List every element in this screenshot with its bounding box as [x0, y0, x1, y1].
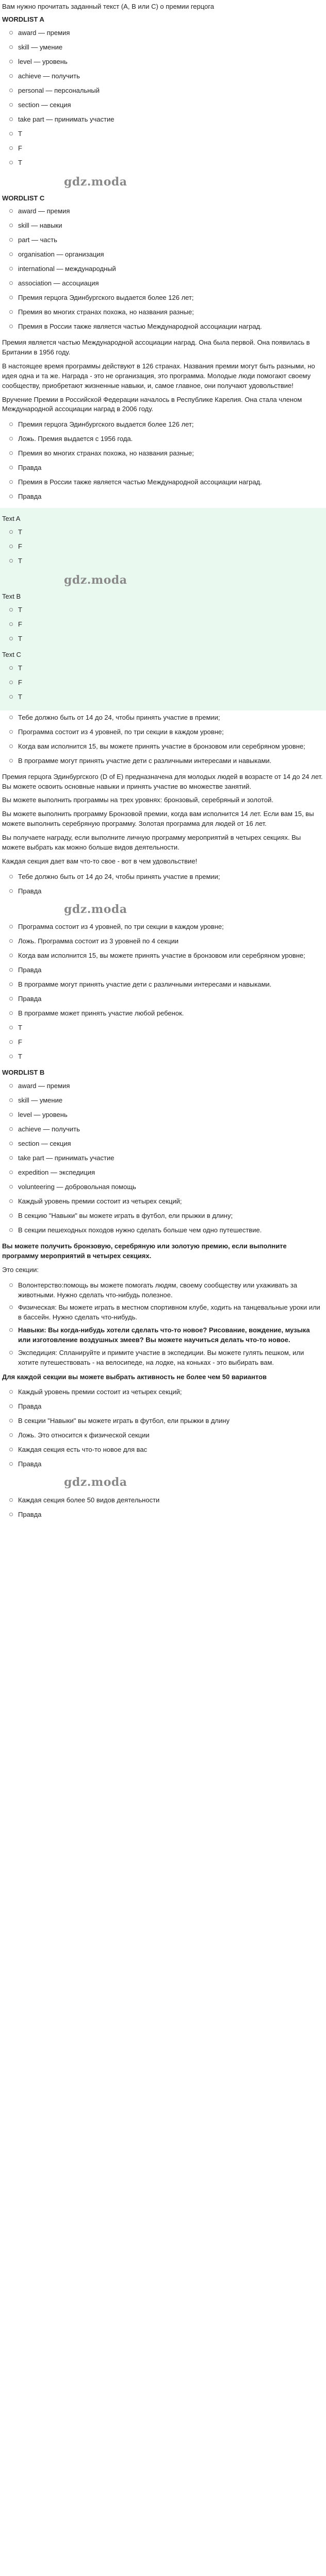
watermark: gdz.moda — [64, 902, 127, 916]
paragraph: Каждая секция дает вам что-то свое - вот в чем удовольствие! — [2, 857, 198, 865]
paragraph: Вы можете выполнить программу Бронзовой премии, когда вам исполнится 14 лет. Если вам 15, вы можете выполнить серебряную программу. Золотая программа для людей от 16 лет. — [2, 810, 314, 828]
list-item: international — международный — [2, 263, 324, 277]
paragraph: Это секции: — [2, 1265, 39, 1274]
answers-a — [2, 871, 324, 1065]
bullet-icon — [9, 437, 13, 440]
bullet-icon — [9, 559, 13, 563]
bullet-icon — [9, 132, 13, 135]
bullet-icon — [9, 325, 13, 328]
list-item: level — уровень — [2, 1109, 324, 1123]
bullet-icon — [9, 716, 13, 719]
bullet-icon — [9, 954, 13, 957]
list-item: volunteering — добровольная помощь — [2, 1181, 324, 1195]
list-item: В секции "Навыки" вы можете играть в футбол, ели прыжки в длину — [2, 1415, 324, 1429]
list-item: Ложь. Это относится к физической секции — [2, 1429, 324, 1444]
wordlist-a-title: WORDLIST A — [2, 15, 44, 23]
bullet-icon — [9, 1328, 13, 1332]
list-item: Ложь. Премия выдается с 1956 года. — [2, 433, 324, 447]
list-item: Каждый уровень премии состоит из четырех секций; — [2, 1386, 324, 1400]
list-item: Экспедиция: Спланируйте и примите участие в экспедиции. Вы можете гулять пешком, или хотите путешествовать - на велосипеде, на лодке, на коньках - это выбирать вам. — [2, 1347, 324, 1369]
bullet-icon — [9, 730, 13, 734]
list-item: F — [2, 618, 324, 633]
intro-text: Вам нужно прочитать заданный текст (A, B или C) о премии герцога — [2, 3, 214, 10]
list-item: T — [2, 1050, 324, 1065]
list-item: T — [2, 662, 324, 676]
list-item: T — [2, 691, 324, 705]
list-item: Тебе должно быть от 14 до 24, чтобы принять участие в премии; — [2, 711, 324, 726]
bullet-icon — [9, 695, 13, 699]
list-item: organisation — организация — [2, 248, 324, 263]
list-item: personal — персональный — [2, 84, 324, 99]
bullet-icon — [9, 925, 13, 928]
list-item: part — часть — [2, 234, 324, 248]
bullet-icon — [9, 1185, 13, 1189]
text-a-title: Text A — [2, 515, 21, 523]
list-item: В секции пешеходных походов нужно сделать больше чем одно путешествие. — [2, 1224, 324, 1239]
list-item: take part — принимать участие — [2, 113, 324, 128]
bullet-icon — [9, 1084, 13, 1088]
bullet-icon — [9, 545, 13, 548]
watermark: gdz.moda — [64, 573, 127, 587]
list-item: T — [2, 555, 324, 569]
bullet-icon — [9, 1351, 13, 1354]
bullet-icon — [9, 1462, 13, 1466]
list-item: В секцию "Навыки" вы можете играть в футбол, ели прыжки в длину; — [2, 1210, 324, 1224]
bullet-icon — [9, 252, 13, 256]
bullet-icon — [9, 422, 13, 426]
bullet-icon — [9, 296, 13, 299]
bullet-icon — [9, 1098, 13, 1102]
bullet-icon — [9, 1156, 13, 1160]
list-item: Каждый уровень премии состоит из четырех секций; — [2, 1195, 324, 1210]
list-item: F — [2, 1036, 324, 1050]
list-item: level — уровень — [2, 56, 324, 70]
bullet-icon — [9, 982, 13, 986]
list-item: Ложь. Программа состоит из 3 уровней по 4 секции — [2, 935, 324, 950]
list-item: F — [2, 676, 324, 691]
list-item: В программе может принять участие любой ребенок. — [2, 1007, 324, 1022]
bullet-icon — [9, 74, 13, 78]
list-item: Премия во многих странах похожа, но названия разные; — [2, 447, 324, 462]
bullet-icon — [9, 1448, 13, 1451]
wordlist-b-title: WORDLIST B — [2, 1069, 45, 1077]
bullet-icon — [9, 31, 13, 35]
list-item: Премия герцога Эдинбургского выдается более 126 лет; — [2, 292, 324, 306]
bullet-icon — [9, 161, 13, 164]
list-item: F — [2, 540, 324, 555]
paragraph: Премия герцога Эдинбургского (D of E) предназначена для молодых людей в возрасте от 14 до 24 лет. Вы можете освоить основные навыки и принять участие во множестве занятий. — [2, 772, 323, 790]
bullet-icon — [9, 1404, 13, 1408]
bullet-icon — [9, 1055, 13, 1058]
bullet-icon — [9, 1214, 13, 1217]
paragraph: Вы можете выполнить программы на трех уровнях: бронзовый, серебряный и золотой. — [2, 796, 273, 804]
bullet-icon — [9, 209, 13, 213]
list-item: В программе могут принять участие дети с различными интересами и навыками. — [2, 755, 324, 769]
list-item: Правда — [2, 964, 324, 978]
wordlist-b — [2, 1080, 324, 1239]
list-item: section — секция — [2, 99, 324, 113]
list-item: Правда — [2, 490, 324, 505]
bullet-icon — [9, 997, 13, 1001]
bullet-icon — [9, 637, 13, 640]
bullet-icon — [9, 968, 13, 972]
bullet-icon — [9, 1199, 13, 1203]
list-item: Когда вам исполнится 15, вы можете принять участие в бронзовом или серебряном уровне; — [2, 950, 324, 964]
list-item: Правда — [2, 1458, 324, 1472]
bullet-icon — [9, 1433, 13, 1437]
bullet-icon — [9, 103, 13, 107]
watermark: gdz.moda — [64, 175, 127, 189]
list-item: achieve — получить — [2, 1123, 324, 1138]
list-item: Когда вам исполнится 15, вы можете принять участие в бронзовом или серебряном уровне; — [2, 740, 324, 755]
list-item: association — ассоциация — [2, 277, 324, 292]
list-item: Программа состоит из 4 уровней, по три секции в каждом уровне; — [2, 726, 324, 740]
list-item: T — [2, 1022, 324, 1036]
bullet-icon — [9, 45, 13, 49]
bullet-icon — [9, 530, 13, 534]
list-item: section — секция — [2, 1138, 324, 1152]
bullet-icon — [9, 495, 13, 498]
bullet-icon — [9, 1171, 13, 1174]
bullet-icon — [9, 744, 13, 748]
watermark: gdz.moda — [64, 1476, 127, 1489]
answers-c — [2, 418, 324, 505]
paragraph: Вы получаете награду, если выполните личную программу мероприятий в четырех секциях. Вы можете выбрать как можно больше видов деятельности. — [2, 833, 301, 851]
bullet-icon — [9, 1419, 13, 1422]
list-item: T — [2, 128, 324, 142]
list-item: Каждая секция есть что-то новое для вас — [2, 1444, 324, 1458]
list-item: Правда — [2, 1509, 324, 1523]
list-item: Правда — [2, 1400, 324, 1415]
paragraph: В настоящее время программы действуют в 126 странах. Названия премии могут быть разными, но идея одна и та же. Награда - это не организация, это программа. Молодые люди помогают своему сообществу, приобретают жизненные навыки, и, самое главное, они получают удовольствие! — [2, 362, 315, 389]
list-item: award — премия — [2, 205, 324, 219]
bullet-icon — [9, 1306, 13, 1309]
list-item: expedition — экспедиция — [2, 1166, 324, 1181]
list-item: skill — навыки — [2, 219, 324, 234]
list-item: Премия в России также является частью Международной ассоциации наград. — [2, 320, 324, 335]
text-answers-section — [0, 508, 326, 710]
list-item: T — [2, 633, 324, 647]
text-b-title: Text B — [2, 592, 21, 601]
bullet-icon — [9, 117, 13, 121]
wordlist-c — [2, 205, 324, 335]
bullet-icon — [9, 1011, 13, 1015]
wordlist-c-title: WORDLIST C — [2, 194, 45, 202]
list-item: Каждая секция более 50 видов деятельности — [2, 1494, 324, 1509]
list-item: achieve — получить — [2, 70, 324, 84]
bullet-icon — [9, 1142, 13, 1145]
bullet-icon — [9, 310, 13, 314]
bullet-icon — [9, 89, 13, 92]
paragraph: Для каждой секции вы можете выбрать активность не более чем 50 вариантов — [2, 1372, 267, 1381]
bullet-icon — [9, 875, 13, 878]
list-item: award — премия — [2, 1080, 324, 1094]
list-item: Волонтерство:помощь вы можете помогать людям, своему сообществу или ухаживать за животными. Нужно сделать что-нибудь полезное. — [2, 1279, 324, 1302]
sections-b — [2, 1279, 324, 1369]
bullet-icon — [9, 238, 13, 242]
bullet-icon — [9, 1283, 13, 1287]
text-c-list — [2, 662, 324, 705]
bullet-icon — [9, 1498, 13, 1502]
bullet-icon — [9, 1040, 13, 1044]
list-item: T — [2, 526, 324, 540]
bullet-icon — [9, 1026, 13, 1029]
bullet-icon — [9, 759, 13, 762]
bullet-icon — [9, 1113, 13, 1116]
list-item: T — [2, 157, 324, 171]
bullet-icon — [9, 939, 13, 943]
bullet-icon — [9, 889, 13, 893]
list-item: Премия в России также является частью Международной ассоциации наград. — [2, 476, 324, 490]
paragraph: Премия является частью Международной ассоциации наград. Она была первой. Она появилась в Британии в 1956 году. — [2, 338, 310, 357]
list-item: T — [2, 604, 324, 618]
wordlist-a — [2, 27, 324, 171]
list-item: Тебе должно быть от 14 до 24, чтобы принять участие в премии; — [2, 871, 324, 885]
bullet-icon — [9, 60, 13, 63]
bullet-icon — [9, 146, 13, 150]
bullet-icon — [9, 267, 13, 270]
list-item: Премия во многих странах похожа, но названия разные; — [2, 306, 324, 320]
list-item: Правда — [2, 993, 324, 1007]
text-a-list — [2, 526, 324, 569]
bullet-icon — [9, 1513, 13, 1516]
bullet-icon — [9, 281, 13, 285]
list-item: skill — умение — [2, 1094, 324, 1109]
text-c-title: Text C — [2, 650, 21, 658]
list-item: skill — умение — [2, 41, 324, 56]
bullet-icon — [9, 608, 13, 612]
list-item: F — [2, 142, 324, 157]
bullet-icon — [9, 1390, 13, 1394]
bullet-icon — [9, 224, 13, 227]
list-item: Программа состоит из 4 уровней, по три секции в каждом уровне; — [2, 921, 324, 935]
list-item: award — премия — [2, 27, 324, 41]
bullet-icon — [9, 666, 13, 670]
conditions-list — [2, 711, 324, 769]
paragraph: Вручение Премии в Российской Федерации началось в Республике Карелия. Она стала членом Международной ассоциации наград в 2006 году. — [2, 395, 302, 413]
bullet-icon — [9, 451, 13, 455]
bullet-icon — [9, 622, 13, 626]
list-item: Премия герцога Эдинбургского выдается более 126 лет; — [2, 418, 324, 433]
list-item: Навыки: Вы когда-нибудь хотели сделать что-то новое? Рисование, вождение, музыка или изготовление воздушных змеев? Вы можете научиться делать что-то новое. — [2, 1324, 324, 1347]
list-item: Правда — [2, 885, 324, 900]
list-item: В программе могут принять участие дети с различными интересами и навыками. — [2, 978, 324, 993]
bullet-icon — [9, 1228, 13, 1232]
text-b-list — [2, 604, 324, 647]
bullet-icon — [9, 480, 13, 484]
list-item: Физическая: Вы можете играть в местном спортивном клубе, ходить на танцевальные уроки или в бассейн. Нужно сделать что-нибудь. — [2, 1301, 324, 1324]
bullet-icon — [9, 466, 13, 469]
list-item: Правда — [2, 462, 324, 476]
list-item: take part — принимать участие — [2, 1152, 324, 1166]
bullet-icon — [9, 1127, 13, 1131]
bullet-icon — [9, 681, 13, 684]
answers-b — [2, 1386, 324, 1523]
paragraph: Вы можете получить бронзовую, серебряную или золотую премию, если выполните программу мероприятий в четырех секциях. — [2, 1242, 287, 1260]
